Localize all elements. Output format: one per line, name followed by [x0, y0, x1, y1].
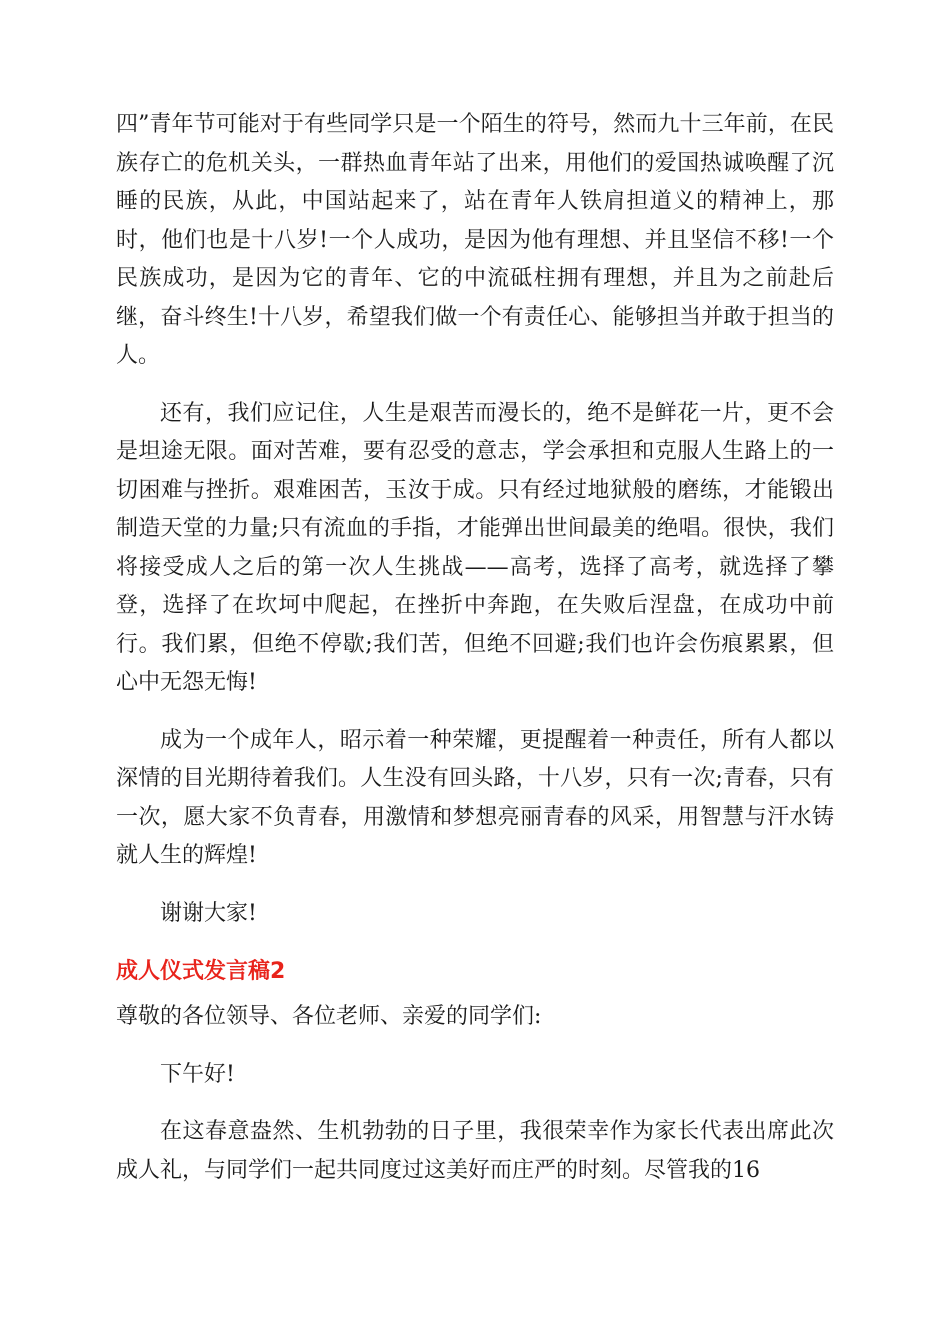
paragraph-responsibility: 成为一个成年人，昭示着一种荣耀，更提醒着一种责任，所有人都以深情的目光期待着我们。人生没有回头路，十八岁，只有一次;青春，只有一次，愿大家不负青春，用激情和梦想亮丽青春的风采，用智慧与汗水铸就人生的辉煌!	[116, 727, 834, 868]
paragraph-thanks: 谢谢大家!	[160, 900, 257, 926]
document-body	[116, 106, 834, 1209]
greeting: 下午好!	[160, 1061, 235, 1087]
paragraph-hardship: 还有，我们应记住，人生是艰苦而漫长的，绝不是鲜花一片，更不会是坦途无限。面对苦难，要有忍受的意志，学会承担和克服人生路上的一切困难与挫折。艰难困苦，玉汝于成。只有经过地狱般的磨练，才能锻出制造天堂的力量;只有流血的手指，才能弹出世间最美的绝唱。很快，我们将接受成人之后的第一次人生挑战——高考，选择了高考，就选择了攀登，选择了在坎坷中爬起，在挫折中奔跑，在失败后涅盘，在成功中前行。我们累，但绝不停歇;我们苦，但绝不回避;我们也许会伤痕累累，但心中无怨无悔!	[116, 400, 834, 695]
paragraph-youth-day: 四”青年节可能对于有些同学只是一个陌生的符号，然而九十三年前，在民族存亡的危机关头，一群热血青年站了出来，用他们的爱国热诚唤醒了沉睡的民族，从此，中国站起来了，站在青年人铁肩担道义的精神上，那时，他们也是十八岁!一个人成功，是因为他有理想、并且坚信不移!一个民族成功，是因为它的青年、它的中流砥柱拥有理想，并且为之前赴后继，奋斗终生!十八岁，希望我们做一个有责任心、能够担当并敢于担当的人。	[116, 112, 834, 368]
section-heading: 成人仪式发言稿2	[116, 959, 286, 984]
salutation: 尊敬的各位领导、各位老师、亲爱的同学们:	[116, 1004, 542, 1029]
paragraph-parent-speech: 在这春意盎然、生机勃勃的日子里，我很荣幸作为家长代表出席此次成人礼，与同学们一起共同度过这美好而庄严的时刻。尽管我的16	[116, 1119, 834, 1183]
